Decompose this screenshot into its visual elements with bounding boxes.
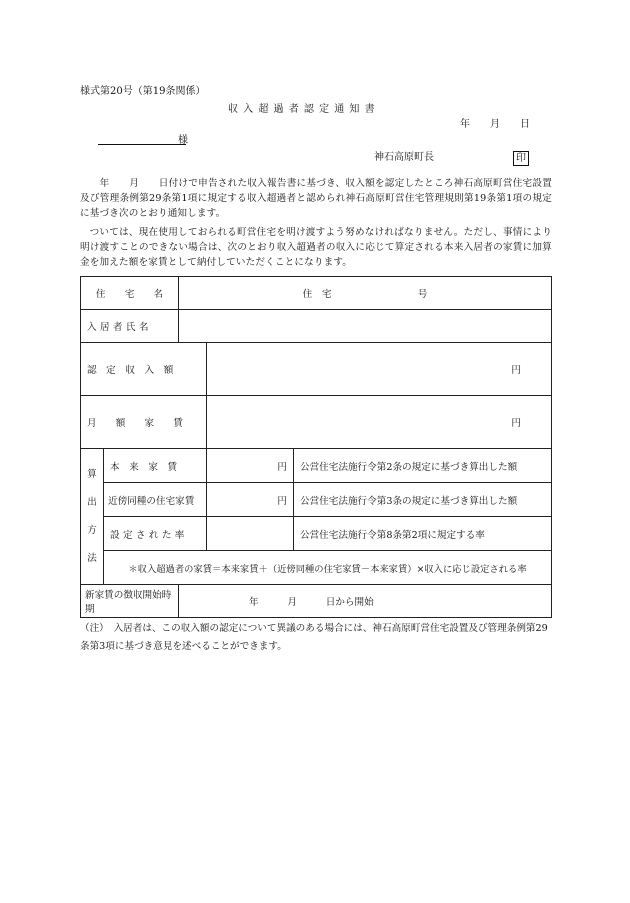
- document-title: 収 入 超 過 者 認 定 通 知 書: [228, 104, 376, 115]
- addressee-underline: [98, 144, 186, 145]
- calc-char-3: 方: [87, 524, 97, 536]
- calc-method-label: [81, 449, 104, 585]
- issuer-name: 神石高原町長: [374, 152, 434, 163]
- rate-label: 設定された率: [104, 517, 207, 551]
- note-text: 入居者は、この収入額の認定について異議のある場合には、神石高原町営住宅設置及び管理条例第29条第3項に基づき意見を述べることができます。: [80, 623, 548, 652]
- rent-unit: 円: [207, 396, 552, 449]
- formula-text: ＊収入超過者の家賃＝本来家賃＋（近傍同種の住宅家賃－本来家賃）×収入に応じ設定される率: [104, 551, 552, 585]
- rate-unit: [207, 517, 294, 551]
- note-prefix: （注）: [80, 623, 104, 634]
- income-label: 認 定 収 入 額: [81, 343, 207, 396]
- issue-date: 年 月 日: [460, 119, 530, 130]
- notice-paragraph-2: ついては、現在使用しておられる町営住宅を明け渡すよう努めなければなりません。ただし、事情により明け渡すことのできない場合は、次のとおり収入超過者の収入に応じて算定される本来入居者の家賃に加算金を加えた額を家賃として納付していただくことになります。: [80, 227, 552, 269]
- note: [80, 620, 552, 656]
- base-rent-unit: 円: [207, 449, 294, 483]
- notice-paragraph-1: 年 月 日付けで申告された収入報告書に基づき、収入額を認定したところ神石高原町営住宅設置及び管理条例第29条第1項に規定する収入超過者と認められ神石高原町営住宅管理規則第19条第1項の規定に基づき次のとおり通知します。: [80, 178, 552, 220]
- seal-mark: [513, 146, 529, 166]
- calc-char-1: 算: [87, 468, 97, 480]
- resident-label: 入居者氏名: [81, 310, 179, 343]
- calc-char-4: 法: [87, 552, 97, 564]
- start-row: [81, 585, 552, 618]
- resident-value: [179, 310, 552, 343]
- housing-label: 住 宅 名: [81, 277, 179, 310]
- nearby-rent-unit: 円: [207, 483, 294, 517]
- housing-row: [81, 277, 552, 310]
- start-value: 年 月 日から開始: [179, 585, 552, 618]
- rent-label: 月 額 家 賃: [81, 396, 207, 449]
- start-label: 新家賃の徴収開始時期: [81, 585, 179, 618]
- rate-basis: 公営住宅法施行令第8条第2項に規定する率: [294, 517, 552, 551]
- resident-row: [81, 310, 552, 343]
- base-rent-basis: 公営住宅法施行令第2条の規定に基づき算出した額: [294, 449, 552, 483]
- calc-char-2: 出: [87, 496, 97, 508]
- calc-row-1: [81, 449, 552, 483]
- formula-row: [81, 551, 552, 585]
- calc-row-2: [81, 483, 552, 517]
- income-row: [81, 343, 552, 396]
- addressee-suffix: 様: [178, 135, 188, 146]
- nearby-rent-basis: 公営住宅法施行令第3条の規定に基づき算出した額: [294, 483, 552, 517]
- base-rent-label: 本 来 家 賃: [104, 449, 207, 483]
- housing-value: 住 宅 号: [179, 277, 552, 310]
- calc-row-3: [81, 517, 552, 551]
- form-number: 様式第20号（第19条関係）: [80, 86, 206, 97]
- income-unit: 円: [207, 343, 552, 396]
- rent-row: [81, 396, 552, 449]
- nearby-rent-label: 近傍同種の住宅家賃: [104, 483, 207, 517]
- seal-text: 印: [513, 151, 529, 166]
- certification-table: [80, 276, 552, 618]
